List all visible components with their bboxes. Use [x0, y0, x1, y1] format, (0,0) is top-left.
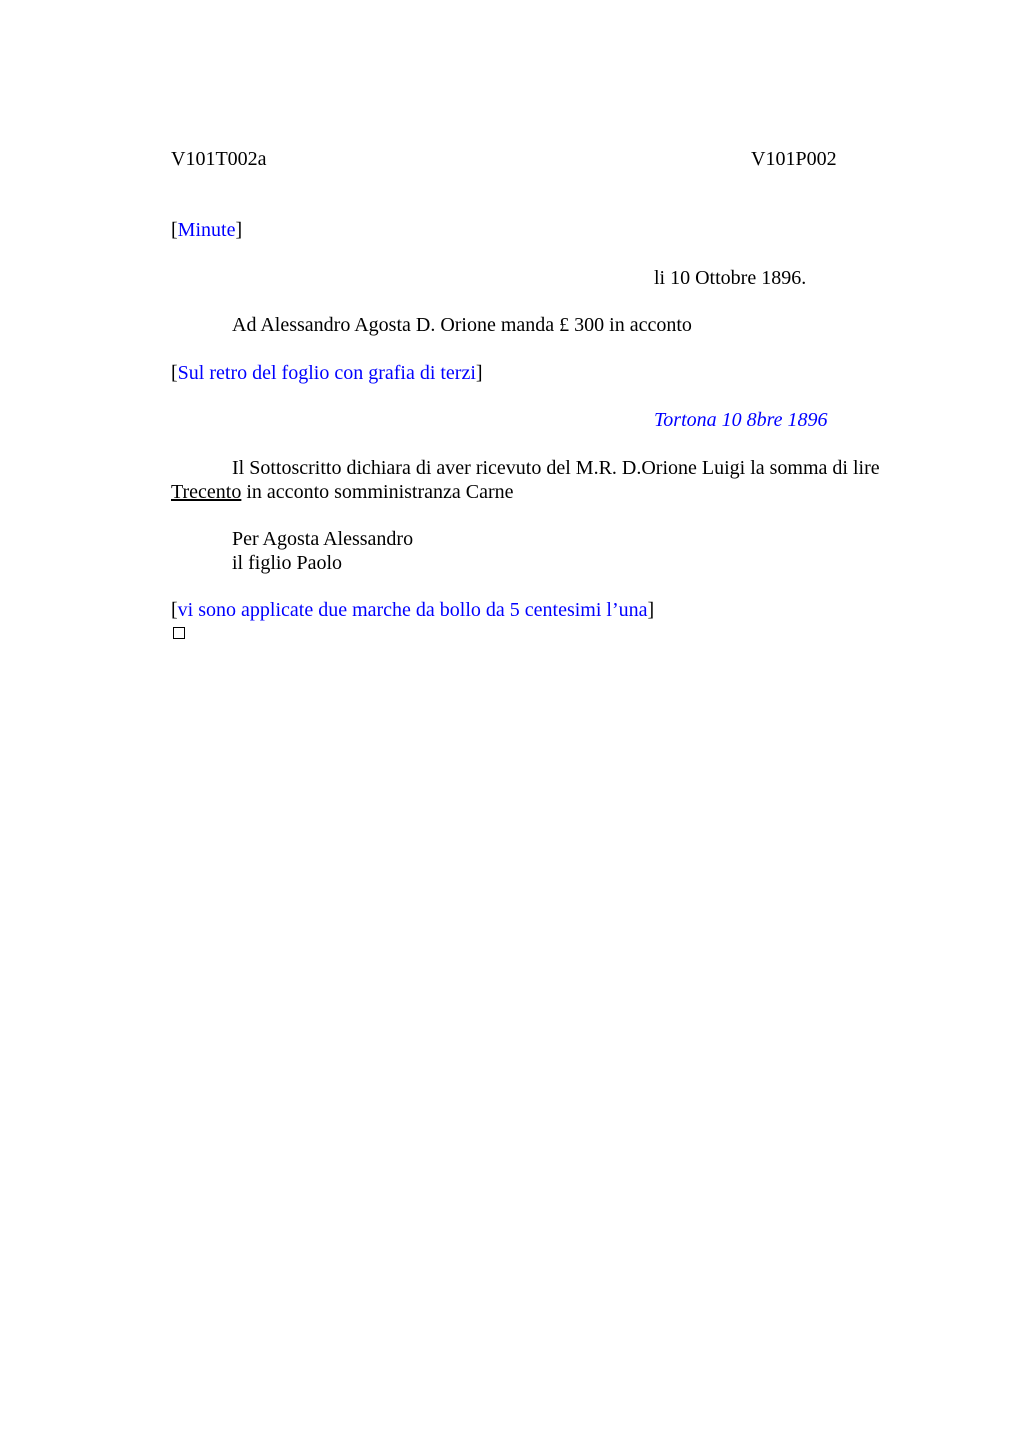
editorial-note-minute: [171, 218, 242, 242]
bracket-close: ]: [647, 599, 655, 621]
letter-date: li 10 Ottobre 1896.: [654, 267, 807, 289]
receipt-line-2-rest: in acconto somministranza Carne: [241, 481, 514, 503]
bracket-close: ]: [475, 362, 483, 384]
editorial-note-stamps: [171, 598, 654, 622]
signature-line-2: il figlio Paolo: [232, 552, 342, 574]
receipt-line-1: Il Sottoscritto dichiara di aver ricevuto del M.R. D.Orione Luigi la somma di lire: [232, 457, 880, 479]
note-text: Sul retro del foglio con grafia di terzi: [177, 362, 476, 384]
empty-box-icon: [173, 627, 185, 639]
retro-date: Tortona 10 8bre 1896: [654, 409, 828, 431]
bracket-open: [: [171, 362, 178, 384]
document-code-right: V101P002: [751, 148, 837, 170]
bracket-open: [: [171, 219, 178, 241]
note-text: Minute: [177, 219, 236, 241]
bracket-close: ]: [235, 219, 243, 241]
editorial-note-retro: [171, 361, 483, 385]
document-code-left: V101T002a: [171, 148, 267, 170]
amount-word: Trecento: [171, 481, 242, 503]
receipt-line-2: [171, 480, 514, 504]
note-text: vi sono applicate due marche da bollo da 5 centesimi l’una: [177, 599, 648, 621]
bracket-open: [: [171, 599, 178, 621]
minute-body: Ad Alessandro Agosta D. Orione manda £ 300 in acconto: [232, 314, 692, 336]
signature-line-1: Per Agosta Alessandro: [232, 528, 414, 550]
